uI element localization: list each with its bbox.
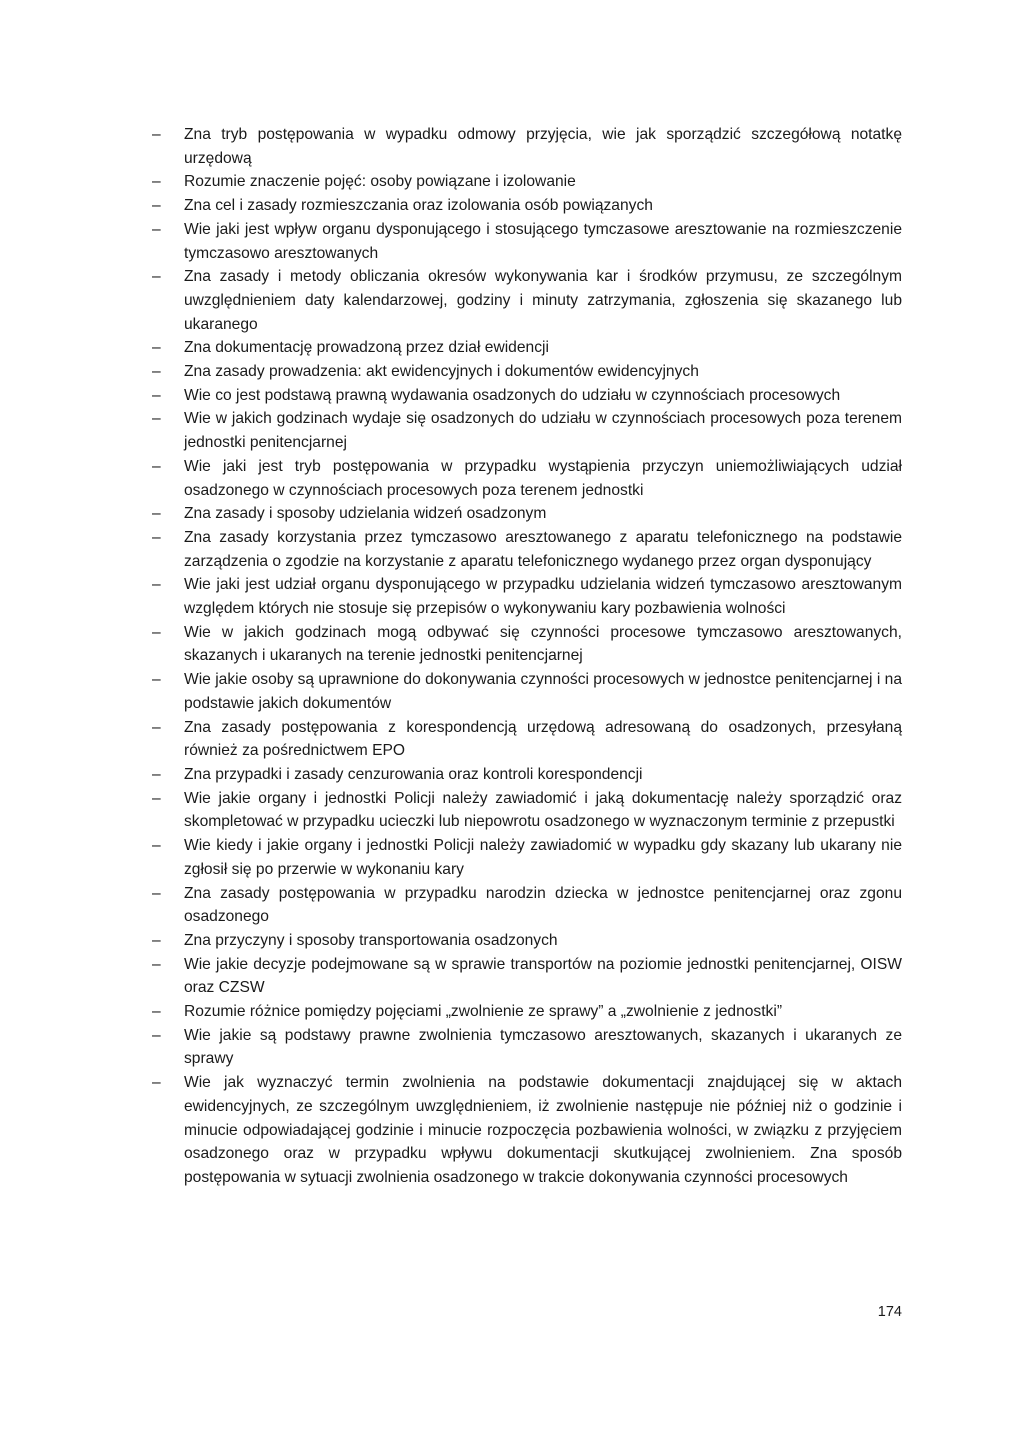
list-item-text: Zna zasady prowadzenia: akt ewidencyjnych i dokumentów ewidencyjnych [184,363,699,381]
list-item-text: Wie w jakich godzinach wydaje się osadzonych do udziału w czynnościach procesowych poza terenem jednostki penitencjarnej [184,410,902,452]
list-item [152,716,902,763]
bullet-dash: – [152,1003,161,1021]
list-item [152,953,902,1000]
list-item-text: Zna zasady i metody obliczania okresów wykonywania kar i środków przymusu, ze szczególnym uwzględnieniem daty kalendarzowej, godziny i minuty zatrzymania, zgłoszenia się skazanego lub ukaranego [184,268,902,333]
list-item [152,123,902,170]
page-number: 174 [877,1304,902,1320]
list-item [152,526,902,573]
list-item-text: Zna zasady i sposoby udzielania widzeń osadzonym [184,505,547,523]
bullet-dash: – [152,671,161,689]
list-item [152,763,902,787]
list-item-text: Wie co jest podstawą prawną wydawania osadzonych do udziału w czynnościach procesowych [184,386,841,404]
list-item [152,1071,902,1190]
list-item-text: Zna zasady postępowania z korespondencją urzędową adresowaną do osadzonych, przesyłaną również za pośrednictwem EPO [184,718,902,760]
bullet-dash: – [152,884,161,902]
list-item [152,573,902,620]
list-item-text: Zna tryb postępowania w wypadku odmowy przyjęcia, wie jak sporządzić szczegółową notatkę urzędową [184,126,902,167]
bullet-dash: – [152,126,161,143]
list-item-text: Wie jakie są podstawy prawne zwolnienia tymczasowo aresztowanych, skazanych i ukaranych ze sprawy [184,1026,902,1068]
bullet-dash: – [152,837,161,855]
list-item [152,834,902,881]
bullet-dash: – [152,268,161,286]
list-item-text: Zna zasady postępowania w przypadku narodzin dziecka w jednostce penitencjarnej oraz zgonu osadzonego [184,884,902,926]
list-item [152,787,902,834]
list-item-text: Zna przyczyny i sposoby transportowania osadzonych [184,931,558,949]
bullet-dash: – [152,623,161,641]
list-item-text: Wie jaki jest wpływ organu dysponującego i stosującego tymczasowe aresztowanie na rozmieszczenie tymczasowo aresztowanych [184,220,902,262]
list-item-text: Wie kiedy i jakie organy i jednostki Policji należy zawiadomić w wypadku gdy skazany lub ukarany nie zgłosił się po przerwie w wykonaniu kary [184,837,902,878]
list-item [152,882,902,929]
list-item-text: Wie jakie osoby są uprawnione do dokonywania czynności procesowych w jednostce penitencjarnej i na podstawie jakich dokumentów [184,671,902,712]
bullet-dash: – [152,505,161,523]
list-item [152,929,902,953]
list-item [152,384,902,408]
list-item [152,194,902,218]
list-item-text: Wie jakie decyzje podejmowane są w sprawie transportów na poziomie jednostki penitencjarnej, OISW oraz CZSW [184,955,902,997]
list-item [152,170,902,194]
list-item [152,502,902,526]
bullet-dash: – [152,220,161,238]
list-item-text: Zna cel i zasady rozmieszczania oraz izolowania osób powiązanych [184,197,653,215]
bullet-dash: – [152,955,161,973]
list-item [152,1000,902,1024]
list-item-text: Wie jak wyznaczyć termin zwolnienia na podstawie dokumentacji znajdującej się w aktach ewidencyjnych, ze szczególnym uwzględnieniem, iż zwolnienie następuje nie później niż o godzinie i minucie odpowiadającej godzinie i minucie rozpoczęcia pozbawienia wolności, w związku z przyjęciem osadzonego oraz w przypadku wpływu dokumentacji skutkującej zwolnieniem. Zna sposób postępowania w sytuacji zwolnienia osadzonego w trakcie dokonywania czynności procesowych [184,1074,902,1186]
list-item [152,621,902,668]
bullet-dash: – [152,386,161,404]
list-item-text: Zna przypadki i zasady cenzurowania oraz kontroli korespondencji [184,765,643,783]
bullet-dash: – [152,1074,161,1092]
list-item-text: Zna dokumentację prowadzoną przez dział ewidencji [184,339,549,357]
list-item [152,455,902,502]
list-item-text: Rozumie znaczenie pojęć: osoby powiązane i izolowanie [184,173,576,191]
bullet-dash: – [152,363,161,381]
list-item [152,265,902,336]
list-item-text: Wie w jakich godzinach mogą odbywać się czynności procesowe tymczasowo aresztowanych, skazanych i ukaranych na terenie jednostki penitencjarnej [184,623,902,665]
list-item-text: Wie jaki jest udział organu dysponującego w przypadku udzielania widzeń tymczasowo aresztowanym względem których nie stosuje się przepisów o wykonywaniu kary pozbawienia wolności [184,576,902,618]
list-item-text: Zna zasady korzystania przez tymczasowo aresztowanego z aparatu telefonicznego na podstawie zarządzenia o zgodzie na korzystanie z aparatu telefonicznego wydanego przez organ dysponujący [184,528,902,570]
requirements-list [152,123,902,1190]
bullet-dash: – [152,528,161,546]
list-item [152,336,902,360]
list-item-text: Rozumie różnice pomiędzy pojęciami „zwolnienie ze sprawy” a „zwolnienie z jednostki” [184,1003,783,1021]
bullet-dash: – [152,197,161,215]
bullet-dash: – [152,457,161,475]
bullet-dash: – [152,173,161,191]
list-item [152,218,902,265]
bullet-dash: – [152,576,161,594]
list-item [152,668,902,715]
list-item [152,360,902,384]
bullet-dash: – [152,718,161,736]
bullet-dash: – [152,789,161,807]
bullet-dash: – [152,410,161,428]
list-item [152,1024,902,1071]
bullet-dash: – [152,765,161,783]
list-item-text: Wie jakie organy i jednostki Policji należy zawiadomić i jaką dokumentację należy sporządzić oraz skompletować w przypadku ucieczki lub niepowrotu osadzonego w wyznaczonym terminie z przepustki [184,789,902,831]
bullet-dash: – [152,931,161,949]
list-item [152,407,902,454]
bullet-dash: – [152,339,161,357]
list-item-text: Wie jaki jest tryb postępowania w przypadku wystąpienia przyczyn uniemożliwiających udział osadzonego w czynnościach procesowych poza terenem jednostki [184,457,902,499]
bullet-dash: – [152,1026,161,1044]
